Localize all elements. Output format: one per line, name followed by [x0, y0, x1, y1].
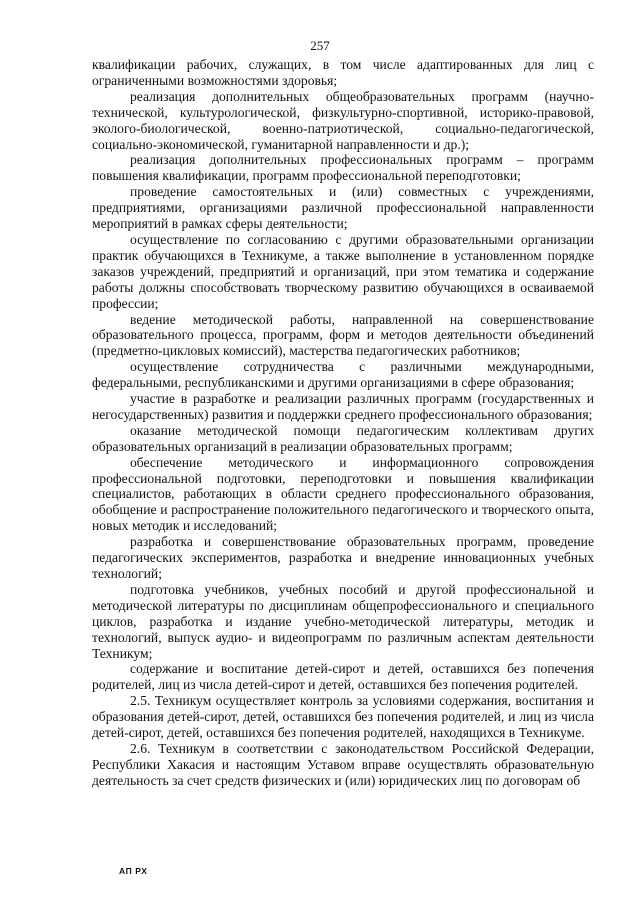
- paragraph: ведение методической работы, направленной на совершенствование образовательного процесса, программ, форм и методов деятельности объединений (предметно-цикловых комиссий), мастерства педагогических работников;: [92, 311, 594, 359]
- paragraph: 2.5. Техникум осуществляет контроль за условиями содержания, воспитания и образования детей-сирот, детей, оставшихся без попечения родителей, и лиц из числа детей-сирот, детей, оставшихся без попечения родителей, находящихся в Техникуме.: [92, 693, 594, 741]
- paragraph: осуществление сотрудничества с различными международными, федеральными, республиканскими и другими организациями в сфере образования;: [92, 359, 594, 391]
- paragraph: содержание и воспитание детей-сирот и детей, оставшихся без попечения родителей, лиц из числа детей-сирот и детей, оставшихся без попечения родителей.: [92, 661, 594, 693]
- paragraph: оказание методической помощи педагогическим коллективам других образовательных организаций в реализации образовательных программ;: [92, 422, 594, 454]
- paragraph: реализация дополнительных профессиональных программ – программ повышения квалификации, программ профессиональной переподготовки;: [92, 152, 594, 184]
- paragraph: 2.6. Техникум в соответствии с законодательством Российской Федерации, Республики Хакасия и настоящим Уставом вправе осуществлять образовательную деятельность за счет средств физических и (или) юридических лиц по договорам об: [92, 740, 594, 788]
- paragraph: осуществление по согласованию с другими образовательными организации практик обучающихся в Техникуме, а также выполнение в установленном порядке заказов учреждений, предприятий и организаций, при этом тематика и содержание работы должны способствовать творческому развитию обучающихся в осваиваемой профессии;: [92, 231, 594, 311]
- paragraph: подготовка учебников, учебных пособий и другой профессиональной и методической литературы по дисциплинам общепрофессионального и специального циклов, разработка и издание учебно-методической литературы, методик и технологий, выпуск аудио- и видеопрограмм по различным аспектам деятельности Техникум;: [92, 581, 594, 661]
- paragraph: квалификации рабочих, служащих, в том числе адаптированных для лиц с ограниченными возможностями здоровья;: [92, 57, 594, 88]
- paragraph: проведение самостоятельных и (или) совместных с учреждениями, предприятиями, организациями различной профессиональной направленности мероприятий в рамках сферы деятельности;: [92, 184, 594, 232]
- footer-stamp-mark: АП РХ: [119, 866, 148, 876]
- document-body: [92, 57, 594, 789]
- page-number: 257: [310, 38, 330, 53]
- paragraph: участие в разработке и реализации различных программ (государственных и негосударственных) развития и поддержки среднего профессионального образования;: [92, 391, 594, 422]
- paragraph: реализация дополнительных общеобразовательных программ (научно-технической, культурологической, физкультурно-спортивной, историко-правовой, эколого-биологической, военно-патриотической, социально-педагогической, социально-экономической, гуманитарной направленности и др.);: [92, 88, 594, 152]
- paragraph: разработка и совершенствование образовательных программ, проведение педагогических экспериментов, разработка и внедрение инновационных учебных технологий;: [92, 534, 594, 581]
- paragraph: обеспечение методического и информационного сопровождения профессиональной подготовки, переподготовки и повышения квалификации специалистов, работающих в области среднего профессионального образования, обобщение и распространение положительного педагогического и творческого опыта, новых методик и исследований;: [92, 454, 594, 534]
